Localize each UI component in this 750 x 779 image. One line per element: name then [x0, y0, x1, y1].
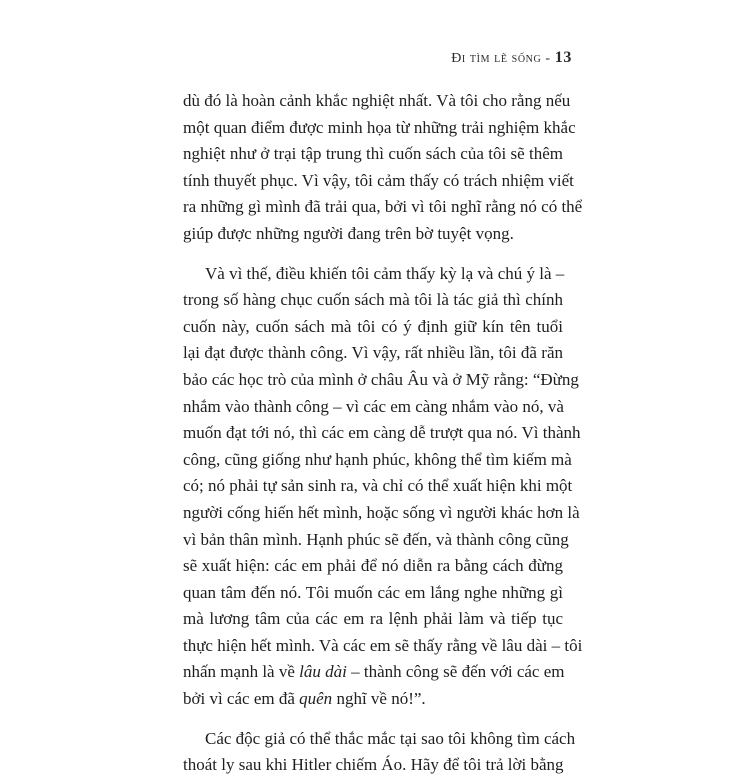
text-line: trong số hàng chục cuốn sách mà tôi là tác giả thì chính	[183, 290, 563, 310]
paragraph-1	[183, 88, 583, 248]
text-line: mà lương tâm của các em ra lệnh phải làm và tiếp tục	[183, 609, 563, 629]
text-line: nhắm vào thành công – vì các em càng nhắm vào nó, và	[183, 396, 564, 416]
text-line: bảo các học trò của mình ở châu Âu và ở Mỹ rằng: “Đừng	[183, 369, 579, 389]
paragraph-3	[183, 726, 576, 779]
text-line: tính thuyết phục. Vì vậy, tôi cảm thấy có trách nhiệm viết	[183, 170, 574, 190]
text-line: Các độc giả có thể thắc mắc tại sao tôi không tìm cách	[205, 728, 576, 748]
text-line: lại đạt được thành công. Vì vậy, rất nhiều lần, tôi đã răn	[183, 343, 563, 363]
emphasized-text: quên	[299, 689, 333, 709]
text-line: nghiệt như ở trại tập trung thì cuốn sách của tôi sẽ thêm	[183, 144, 563, 164]
text-line: thực hiện hết mình. Và các em sẽ thấy rằng về lâu dài – tôi	[183, 635, 583, 655]
text-line-emphasis	[183, 659, 563, 686]
text-line: ra những gì mình đã trải qua, bởi vì tôi nghĩ rằng nó có thể	[183, 197, 583, 217]
header-separator: -	[545, 51, 551, 66]
text-line: Và vì thế, điều khiến tôi cảm thấy kỳ lạ và chú ý là –	[205, 263, 565, 283]
text-line-emphasis	[183, 686, 563, 713]
page-number: 13	[554, 49, 572, 66]
emphasized-text: lâu dài	[299, 662, 347, 682]
text-line: cuốn này, cuốn sách mà tôi có ý định giữ kín tên tuổi	[183, 316, 563, 336]
text-fragment: nghĩ về nó!”.	[332, 689, 426, 709]
text-line: vì bản thân mình. Hạnh phúc sẽ đến, và thành công cũng	[183, 529, 569, 549]
text-line: quan tâm đến nó. Tôi muốn các em lắng nghe những gì	[183, 582, 563, 602]
paragraph-2	[183, 261, 583, 713]
text-line: sẽ xuất hiện: các em phải để nó diễn ra bằng cách đừng	[183, 556, 563, 576]
text-line: giúp được những người đang trên bờ tuyệt vọng.	[183, 223, 514, 243]
text-fragment: nhấn mạnh là về	[183, 662, 300, 682]
text-line: có; nó phải tự sản sinh ra, và chỉ có thể xuất hiện khi một	[183, 476, 573, 496]
text-line: công, cũng giống như hạnh phúc, không thể tìm kiếm mà	[183, 449, 572, 469]
body-text	[183, 88, 583, 779]
text-line: muốn đạt tới nó, thì các em càng dễ trượt qua nó. Vì thành	[183, 423, 581, 443]
running-header	[451, 49, 572, 67]
text-fragment: – thành công sẽ đến với các em	[346, 662, 565, 682]
text-line: thoát ly sau khi Hitler chiếm Áo. Hãy để tôi trả lời bằng	[183, 755, 564, 775]
text-line: người cống hiến hết mình, hoặc sống vì người khác hơn là	[183, 502, 580, 522]
book-title: Đi tìm lẽ sống	[451, 51, 542, 66]
text-line: dù đó là hoàn cảnh khắc nghiệt nhất. Và tôi cho rằng nếu	[183, 91, 571, 110]
text-line: một quan điểm được minh họa từ những trải nghiệm khắc	[183, 117, 576, 137]
text-fragment: bởi vì các em đã	[183, 689, 300, 709]
